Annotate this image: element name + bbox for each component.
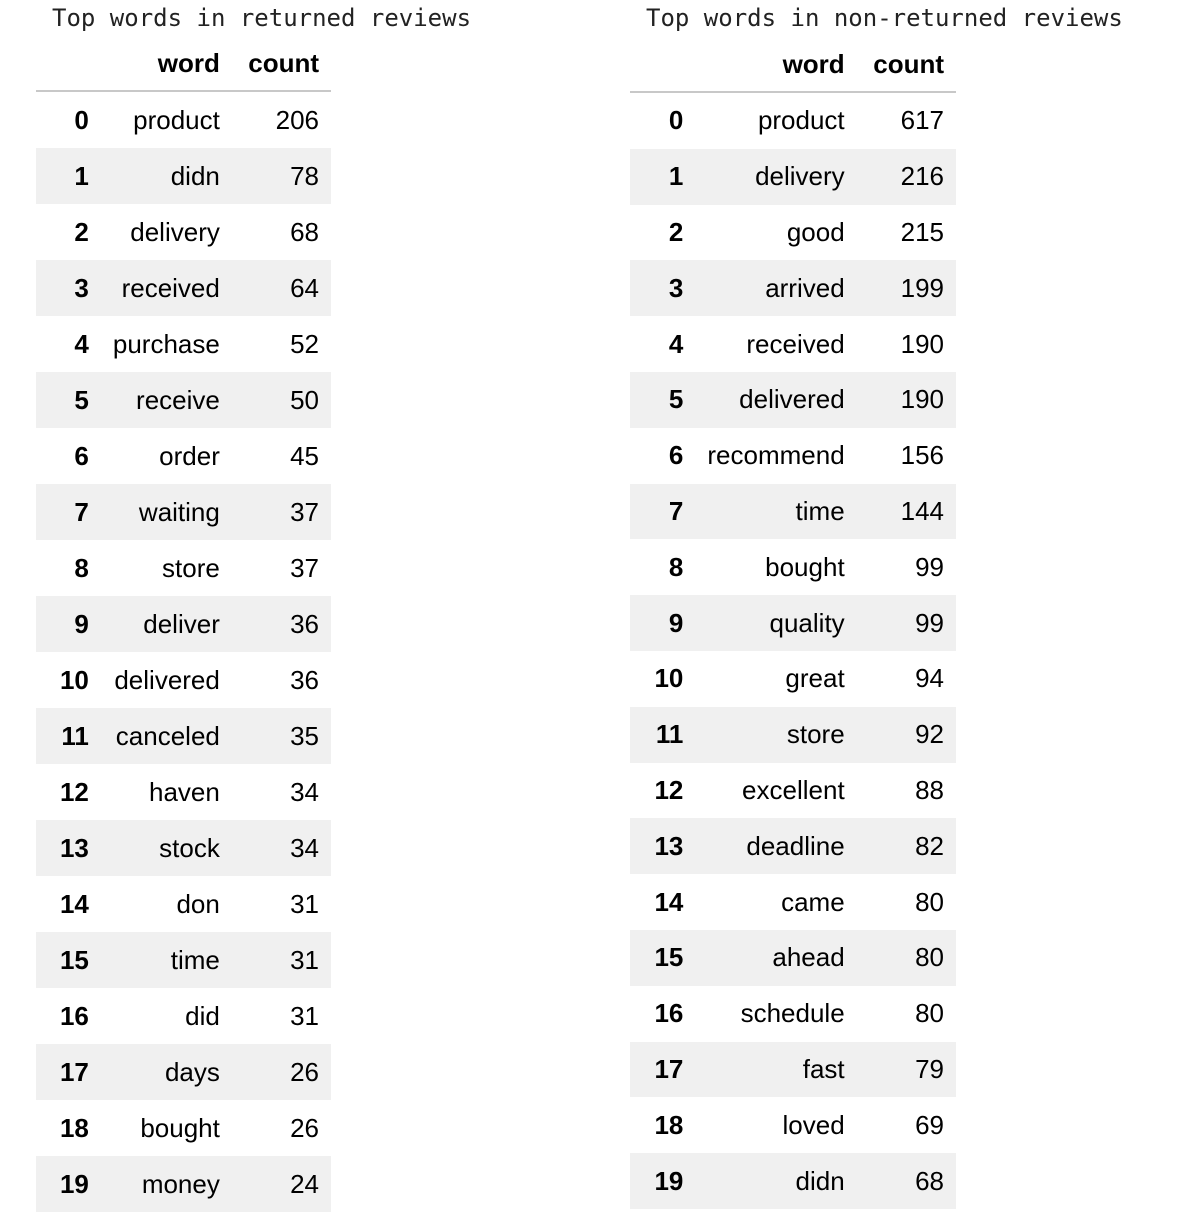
count-cell: 80 <box>915 886 944 917</box>
count-cell: 34 <box>290 776 319 807</box>
row-index: 8 <box>74 552 89 583</box>
table-row <box>630 205 956 261</box>
word-cell: excellent <box>742 774 845 805</box>
table-header-row <box>630 37 956 92</box>
word-cell: delivery <box>130 216 220 247</box>
row-index: 4 <box>668 328 684 359</box>
table-row <box>630 818 956 874</box>
word-cell: product <box>757 105 845 136</box>
table-row <box>630 92 956 149</box>
count-cell: 80 <box>915 998 944 1029</box>
index-header <box>630 37 695 92</box>
word-cell: didn <box>795 1165 845 1196</box>
row-index: 2 <box>74 216 89 247</box>
table-row <box>630 595 956 651</box>
word-cell: deliver <box>143 608 220 639</box>
count-cell: 78 <box>290 160 319 191</box>
table-row <box>36 820 331 876</box>
count-cell: 190 <box>900 384 944 415</box>
table-row <box>36 428 331 484</box>
returned-words-table <box>36 36 331 1212</box>
word-cell: delivered <box>114 664 220 695</box>
table-row <box>36 372 331 428</box>
word-cell: product <box>133 104 220 135</box>
count-cell: 37 <box>290 552 319 583</box>
row-index: 4 <box>74 328 89 359</box>
table-caption: Top words in returned reviews <box>52 4 472 32</box>
word-cell: loved <box>782 1109 845 1140</box>
word-cell: great <box>785 663 845 694</box>
count-cell: 31 <box>290 888 319 919</box>
row-index: 19 <box>59 1168 89 1199</box>
word-cell: came <box>781 886 845 917</box>
table-row <box>36 1156 331 1212</box>
word-cell: canceled <box>115 720 220 751</box>
count-cell: 199 <box>900 272 944 303</box>
word-cell: didn <box>170 160 220 191</box>
row-index: 12 <box>654 774 684 805</box>
row-index: 17 <box>654 1053 684 1084</box>
word-cell: received <box>121 272 220 303</box>
table-row <box>630 1042 956 1098</box>
count-cell: 37 <box>290 496 319 527</box>
row-index: 5 <box>74 384 89 415</box>
word-cell: waiting <box>138 496 220 527</box>
table-row <box>630 651 956 707</box>
table-row <box>630 428 956 484</box>
row-index: 1 <box>74 160 89 191</box>
row-index: 17 <box>59 1056 89 1087</box>
row-index: 11 <box>61 720 89 751</box>
table-row <box>36 484 331 540</box>
table-row <box>630 930 956 986</box>
table-row <box>36 1044 331 1100</box>
count-cell: 31 <box>290 1000 319 1031</box>
word-cell: receive <box>136 384 220 415</box>
word-column-header: word <box>101 36 232 91</box>
table-row <box>630 260 956 316</box>
row-index: 7 <box>74 496 89 527</box>
row-index: 5 <box>668 384 684 415</box>
word-cell: quality <box>769 607 845 638</box>
table-row <box>36 316 331 372</box>
word-cell: received <box>746 328 845 359</box>
row-index: 16 <box>59 1000 89 1031</box>
word-cell: store <box>786 719 845 750</box>
count-cell: 99 <box>915 551 944 582</box>
count-cell: 31 <box>290 944 319 975</box>
table-row <box>36 652 331 708</box>
word-cell: delivered <box>739 384 845 415</box>
row-index: 0 <box>74 104 89 135</box>
table-row <box>36 260 331 316</box>
word-cell: time <box>170 944 220 975</box>
count-cell: 82 <box>915 830 944 861</box>
table-row <box>36 596 331 652</box>
count-cell: 99 <box>915 607 944 638</box>
count-column-header: count <box>232 36 331 91</box>
word-cell: stock <box>159 832 220 863</box>
word-cell: ahead <box>772 942 845 973</box>
word-cell: good <box>786 216 845 247</box>
row-index: 15 <box>654 942 684 973</box>
count-cell: 24 <box>290 1168 319 1199</box>
word-cell: haven <box>149 776 220 807</box>
count-cell: 45 <box>290 440 319 471</box>
count-cell: 88 <box>915 774 944 805</box>
table-row <box>630 484 956 540</box>
table-header-row <box>36 36 331 91</box>
count-cell: 35 <box>290 720 319 751</box>
count-cell: 52 <box>290 328 319 359</box>
table-row <box>630 539 956 595</box>
non-returned-words-table <box>630 37 956 1209</box>
count-cell: 156 <box>900 440 944 471</box>
count-cell: 68 <box>290 216 319 247</box>
table-row <box>630 874 956 930</box>
count-cell: 94 <box>915 663 944 694</box>
count-cell: 80 <box>915 942 944 973</box>
row-index: 9 <box>668 607 684 638</box>
count-cell: 36 <box>290 664 319 695</box>
table-row <box>36 91 331 148</box>
word-cell: did <box>185 1000 220 1031</box>
word-cell: deadline <box>746 830 845 861</box>
word-cell: store <box>162 552 220 583</box>
table-row <box>630 986 956 1042</box>
row-index: 13 <box>654 830 684 861</box>
row-index: 10 <box>654 663 684 694</box>
table-row <box>630 372 956 428</box>
count-cell: 68 <box>915 1165 944 1196</box>
word-cell: bought <box>765 551 845 582</box>
word-cell: schedule <box>740 998 845 1029</box>
row-index: 1 <box>668 161 684 192</box>
row-index: 0 <box>668 105 684 136</box>
table-row <box>630 316 956 372</box>
row-index: 7 <box>668 495 684 526</box>
table-row <box>36 708 331 764</box>
row-index: 19 <box>654 1165 684 1196</box>
table-row <box>36 988 331 1044</box>
count-cell: 79 <box>915 1053 944 1084</box>
row-index: 3 <box>668 272 684 303</box>
word-cell: order <box>159 440 220 471</box>
row-index: 16 <box>654 998 684 1029</box>
count-cell: 617 <box>900 105 944 136</box>
count-cell: 69 <box>915 1109 944 1140</box>
count-column-header: count <box>857 37 956 92</box>
word-cell: delivery <box>755 161 845 192</box>
word-cell: recommend <box>707 440 845 471</box>
row-index: 10 <box>59 664 89 695</box>
word-cell: time <box>795 495 845 526</box>
table-row <box>630 763 956 819</box>
row-index: 13 <box>59 832 89 863</box>
table-row <box>36 876 331 932</box>
word-cell: arrived <box>765 272 845 303</box>
count-cell: 34 <box>290 832 319 863</box>
row-index: 14 <box>654 886 684 917</box>
count-cell: 64 <box>290 272 319 303</box>
row-index: 3 <box>74 272 89 303</box>
row-index: 8 <box>668 551 684 582</box>
count-cell: 190 <box>900 328 944 359</box>
count-cell: 36 <box>290 608 319 639</box>
row-index: 9 <box>74 608 89 639</box>
word-cell: money <box>141 1168 220 1199</box>
row-index: 6 <box>74 440 89 471</box>
row-index: 15 <box>59 944 89 975</box>
table-row <box>36 1100 331 1156</box>
word-column-header: word <box>695 37 856 92</box>
table-row <box>36 540 331 596</box>
row-index: 12 <box>59 776 89 807</box>
count-cell: 26 <box>290 1056 319 1087</box>
row-index: 18 <box>654 1109 684 1140</box>
word-cell: days <box>164 1056 220 1087</box>
word-cell: bought <box>140 1112 220 1143</box>
count-cell: 50 <box>290 384 319 415</box>
index-header <box>36 36 101 91</box>
table-row <box>630 1153 956 1209</box>
row-index: 14 <box>59 888 89 919</box>
row-index: 2 <box>668 216 684 247</box>
table-row <box>36 204 331 260</box>
table-row <box>630 149 956 205</box>
row-index: 6 <box>668 440 684 471</box>
count-cell: 144 <box>900 495 944 526</box>
table-caption: Top words in non-returned reviews <box>646 4 1123 32</box>
word-cell: purchase <box>112 328 220 359</box>
word-cell: fast <box>802 1053 845 1084</box>
count-cell: 26 <box>290 1112 319 1143</box>
table-row <box>630 707 956 763</box>
count-cell: 216 <box>900 161 944 192</box>
count-cell: 215 <box>900 216 944 247</box>
count-cell: 92 <box>915 719 944 750</box>
count-cell: 206 <box>275 104 319 135</box>
table-row <box>36 932 331 988</box>
table-row <box>36 148 331 204</box>
row-index: 11 <box>655 719 684 750</box>
row-index: 18 <box>59 1112 89 1143</box>
table-row <box>36 764 331 820</box>
table-row <box>630 1097 956 1153</box>
word-cell: don <box>176 888 220 919</box>
